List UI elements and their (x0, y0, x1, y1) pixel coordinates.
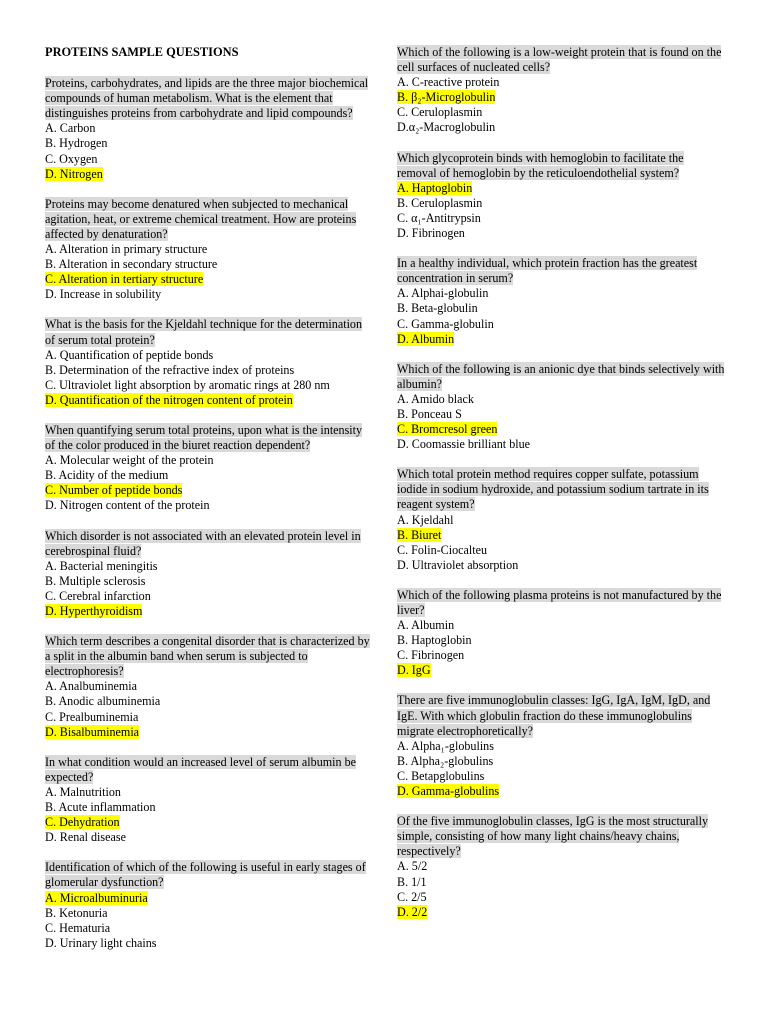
answer-option-label: A. Alteration in primary structure (45, 242, 208, 257)
question-text-highlight: When quantifying serum total proteins, upon what is the intensity of the color produced in the biuret reaction dependent? (45, 422, 363, 453)
question-block (45, 860, 370, 951)
correct-answer-option (397, 181, 725, 196)
correct-answer-option (397, 422, 725, 437)
answer-option (45, 921, 370, 936)
answer-option-label: D. Fibrinogen (397, 226, 465, 241)
question-text-highlight: Proteins may become denatured when subjected to mechanical agitation, heat, or extreme chemical treatment. How are proteins affected by denaturation? (45, 196, 357, 241)
answer-option-label: B. Alteration in secondary structure (45, 257, 218, 272)
question-text-highlight: There are five immunoglobulin classes: IgG, IgA, IgM, IgD, and IgE. With which globulin fraction do these immunoglobulins migrate electrophoretically? (397, 693, 711, 738)
answer-option-label: B. Ponceau S (397, 406, 462, 421)
question-text (45, 755, 370, 785)
question-block (45, 755, 370, 846)
answer-option-label: B. Beta-globulin (397, 301, 478, 316)
question-text (397, 814, 725, 859)
question-text-highlight: What is the basis for the Kjeldahl technique for the determination of serum total protein? (45, 317, 363, 347)
answer-option (397, 754, 725, 769)
question-text-highlight: Identification of which of the following is useful in early stages of glomerular dysfunction? (45, 860, 366, 890)
answer-option-label: A. C-reactive protein (397, 75, 500, 90)
answer-option (397, 633, 725, 648)
answer-option-label: D. Gamma-globulins (397, 784, 500, 799)
document-title: PROTEINS SAMPLE QUESTIONS (45, 45, 239, 59)
answer-option (397, 211, 725, 226)
answer-option-label: B. Hydrogen (45, 136, 108, 151)
answer-option-label: C. Gamma-globulin (397, 316, 494, 331)
question-text-highlight: Which disorder is not associated with an elevated protein level in cerebrospinal fluid? (45, 528, 361, 558)
question-block (397, 362, 725, 453)
question-block (397, 45, 725, 136)
correct-answer-option (397, 90, 725, 105)
question-text-highlight: Which term describes a congenital disorder that is characterized by a split in the albumin band when serum is subjected to electrophoresis? (45, 634, 370, 679)
answer-option-label: C. Fibrinogen (397, 648, 465, 663)
answer-option-label: A. Alphai-globulin (397, 286, 489, 301)
answer-option (397, 120, 725, 135)
answer-option (45, 589, 370, 604)
question-text (397, 693, 725, 738)
answer-option (397, 317, 725, 332)
question-text (45, 317, 370, 347)
answer-option-label: B. Alpha₂-globulins (397, 753, 494, 768)
correct-answer-option (397, 784, 725, 799)
question-block (397, 467, 725, 573)
answer-option-label: C. 2/5 (397, 889, 427, 904)
answer-option-label: A. Quantification of peptide bonds (45, 347, 214, 362)
answer-option-label: C. Dehydration (45, 815, 120, 830)
question-text (45, 634, 370, 679)
answer-option-label: B. 1/1 (397, 874, 427, 889)
question-block (45, 529, 370, 620)
answer-option (45, 136, 370, 151)
answer-option (45, 694, 370, 709)
answer-option (45, 800, 370, 815)
answer-option (45, 378, 370, 393)
correct-answer-option (397, 905, 725, 920)
question-text (397, 467, 725, 512)
answer-option (45, 679, 370, 694)
question-text-highlight: Of the five immunoglobulin classes, IgG is the most structurally simple, consisting of how many light chains/heavy chains, respectively? (397, 814, 709, 859)
question-text-highlight: Which total protein method requires copper sulfate, potassium iodide in sodium hydroxide, and potassium sodium tartrate in its reagent system? (397, 467, 709, 512)
question-block (397, 693, 725, 799)
answer-option-label: D. IgG (397, 663, 431, 678)
question-text (45, 860, 370, 890)
question-text-highlight: Which glycoprotein binds with hemoglobin to facilitate the removal of hemoglobin by the reticuloendothelial system? (397, 150, 684, 180)
answer-option-label: A. Bacterial meningitis (45, 558, 158, 573)
answer-option-label: A. Microalbuminuria (45, 890, 148, 905)
question-text-highlight: In a healthy individual, which protein fraction has the greatest concentration in serum? (397, 256, 698, 286)
answer-option-label: D. Increase in solubility (45, 287, 162, 302)
left-column (45, 45, 370, 966)
answer-option (397, 543, 725, 558)
answer-option (45, 453, 370, 468)
question-block (45, 76, 370, 182)
answer-option-label: A. Malnutrition (45, 784, 121, 799)
answer-option-label: A. Analbuminemia (45, 679, 138, 694)
question-text-highlight: Which of the following plasma proteins is not manufactured by the liver? (397, 587, 722, 617)
answer-option-label: B. β₂-Microglobulin (397, 90, 496, 105)
question-text (397, 151, 725, 181)
question-text (397, 362, 725, 392)
answer-option-label: D. Hyperthyroidism (45, 604, 143, 618)
question-text (397, 45, 725, 75)
answer-option-label: D. Urinary light chains (45, 935, 157, 950)
answer-option (397, 859, 725, 874)
answer-option (397, 437, 725, 452)
correct-answer-option (45, 815, 370, 830)
question-text (45, 76, 370, 121)
answer-option (45, 574, 370, 589)
answer-option (397, 739, 725, 754)
answer-option-label: A. Carbon (45, 121, 96, 136)
answer-option-label: B. Haptoglobin (397, 633, 472, 648)
answer-option (397, 558, 725, 573)
question-text (45, 197, 370, 242)
answer-option (45, 498, 370, 513)
answer-option (45, 287, 370, 302)
answer-option (45, 468, 370, 483)
answer-option-label: A. 5/2 (397, 859, 428, 874)
answer-option (45, 785, 370, 800)
question-block (397, 814, 725, 920)
question-block (397, 588, 725, 679)
answer-option-label: D. Quantification of the nitrogen content of protein (45, 392, 293, 407)
correct-answer-option (45, 604, 370, 619)
answer-option (397, 769, 725, 784)
question-text (397, 256, 725, 286)
answer-option-label: B. Multiple sclerosis (45, 573, 146, 588)
question-block (45, 423, 370, 514)
answer-option-label: C. Folin-Ciocalteu (397, 542, 488, 557)
question-text (45, 423, 370, 453)
answer-option (45, 830, 370, 845)
answer-option-label: A. Alpha₁-globulins (397, 738, 494, 753)
correct-answer-option (45, 272, 370, 287)
answer-option-label: C. Bromcresol green (397, 422, 498, 437)
correct-answer-option (397, 332, 725, 347)
correct-answer-option (45, 891, 370, 906)
correct-answer-option (397, 528, 725, 543)
answer-option (397, 286, 725, 301)
answer-option (397, 618, 725, 633)
answer-option (45, 936, 370, 951)
answer-option (397, 890, 725, 905)
answer-option-label: A. Molecular weight of the protein (45, 453, 214, 468)
question-block (45, 317, 370, 408)
answer-option (45, 348, 370, 363)
answer-option (397, 392, 725, 407)
answer-option (45, 710, 370, 725)
correct-answer-option (397, 663, 725, 678)
question-block (45, 197, 370, 303)
correct-answer-option (45, 167, 370, 182)
answer-option-label: C. α₁-Antitrypsin (397, 210, 481, 225)
question-text-highlight: Proteins, carbohydrates, and lipids are the three major biochemical compounds of human metabolism. What is the element that distinguishes proteins from carbohydrate and lipid compounds? (45, 76, 369, 121)
right-question-list (397, 45, 725, 920)
answer-option-label: B. Ketonuria (45, 905, 108, 920)
answer-option-label: D. Ultraviolet absorption (397, 557, 519, 572)
answer-option-label: D. Nitrogen (45, 166, 103, 181)
answer-option (397, 407, 725, 422)
answer-option-label: B. Acidity of the medium (45, 468, 169, 483)
answer-option-label: D. Coomassie brilliant blue (397, 437, 531, 452)
answer-option-label: B. Biuret (397, 527, 442, 542)
answer-option-label: D. Albumin (397, 331, 455, 346)
correct-answer-option (45, 393, 370, 408)
left-question-list (45, 76, 370, 951)
answer-option (45, 121, 370, 136)
answer-option (45, 257, 370, 272)
answer-option (397, 513, 725, 528)
answer-option (45, 242, 370, 257)
question-text (397, 588, 725, 618)
answer-option (397, 226, 725, 241)
answer-option-label: C. Ceruloplasmin (397, 105, 483, 120)
answer-option (397, 196, 725, 211)
answer-option-label: A. Albumin (397, 618, 455, 633)
answer-option-label: C. Cerebral infarction (45, 588, 151, 603)
answer-option-label: C. Prealbuminemia (45, 709, 139, 724)
question-block (45, 634, 370, 740)
answer-option-label: D.α₂-Macroglobulin (397, 120, 496, 135)
answer-option (397, 875, 725, 890)
answer-option-label: D. Bisalbuminemia (45, 724, 140, 739)
answer-option-label: A. Amido black (397, 391, 474, 406)
question-text-highlight: Which of the following is an anionic dye that binds selectively with albumin? (397, 361, 725, 391)
answer-option-label: B. Determination of the refractive index of proteins (45, 362, 295, 377)
question-text (45, 529, 370, 559)
answer-option-label: C. Ultraviolet light absorption by aromatic rings at 280 nm (45, 377, 330, 392)
answer-option (45, 906, 370, 921)
answer-option (397, 75, 725, 90)
answer-option-label: C. Betapglobulins (397, 768, 485, 783)
answer-option-label: D. Nitrogen content of the protein (45, 498, 210, 513)
correct-answer-option (45, 483, 370, 498)
answer-option-label: C. Alteration in tertiary structure (45, 272, 204, 287)
question-text-highlight: Which of the following is a low-weight protein that is found on the cell surfaces of nucleated cells? (397, 45, 722, 75)
answer-option-label: A. Kjeldahl (397, 512, 454, 527)
correct-answer-option (45, 725, 370, 740)
answer-option-label: C. Oxygen (45, 151, 98, 166)
question-block (397, 151, 725, 242)
answer-option (397, 105, 725, 120)
answer-option-label: B. Anodic albuminemia (45, 694, 161, 709)
answer-option (397, 648, 725, 663)
answer-option-label: A. Haptoglobin (397, 180, 473, 195)
answer-option (45, 363, 370, 378)
answer-option-label: B. Ceruloplasmin (397, 195, 483, 210)
answer-option (397, 301, 725, 316)
answer-option-label: D. 2/2 (397, 904, 428, 919)
answer-option-label: C. Hematuria (45, 920, 111, 935)
question-block (397, 256, 725, 347)
answer-option-label: C. Number of peptide bonds (45, 483, 183, 498)
answer-option (45, 559, 370, 574)
answer-option-label: D. Renal disease (45, 830, 126, 845)
right-column (397, 45, 725, 935)
answer-option (45, 152, 370, 167)
question-text-highlight: In what condition would an increased level of serum albumin be expected? (45, 754, 356, 784)
answer-option-label: B. Acute inflammation (45, 800, 156, 815)
